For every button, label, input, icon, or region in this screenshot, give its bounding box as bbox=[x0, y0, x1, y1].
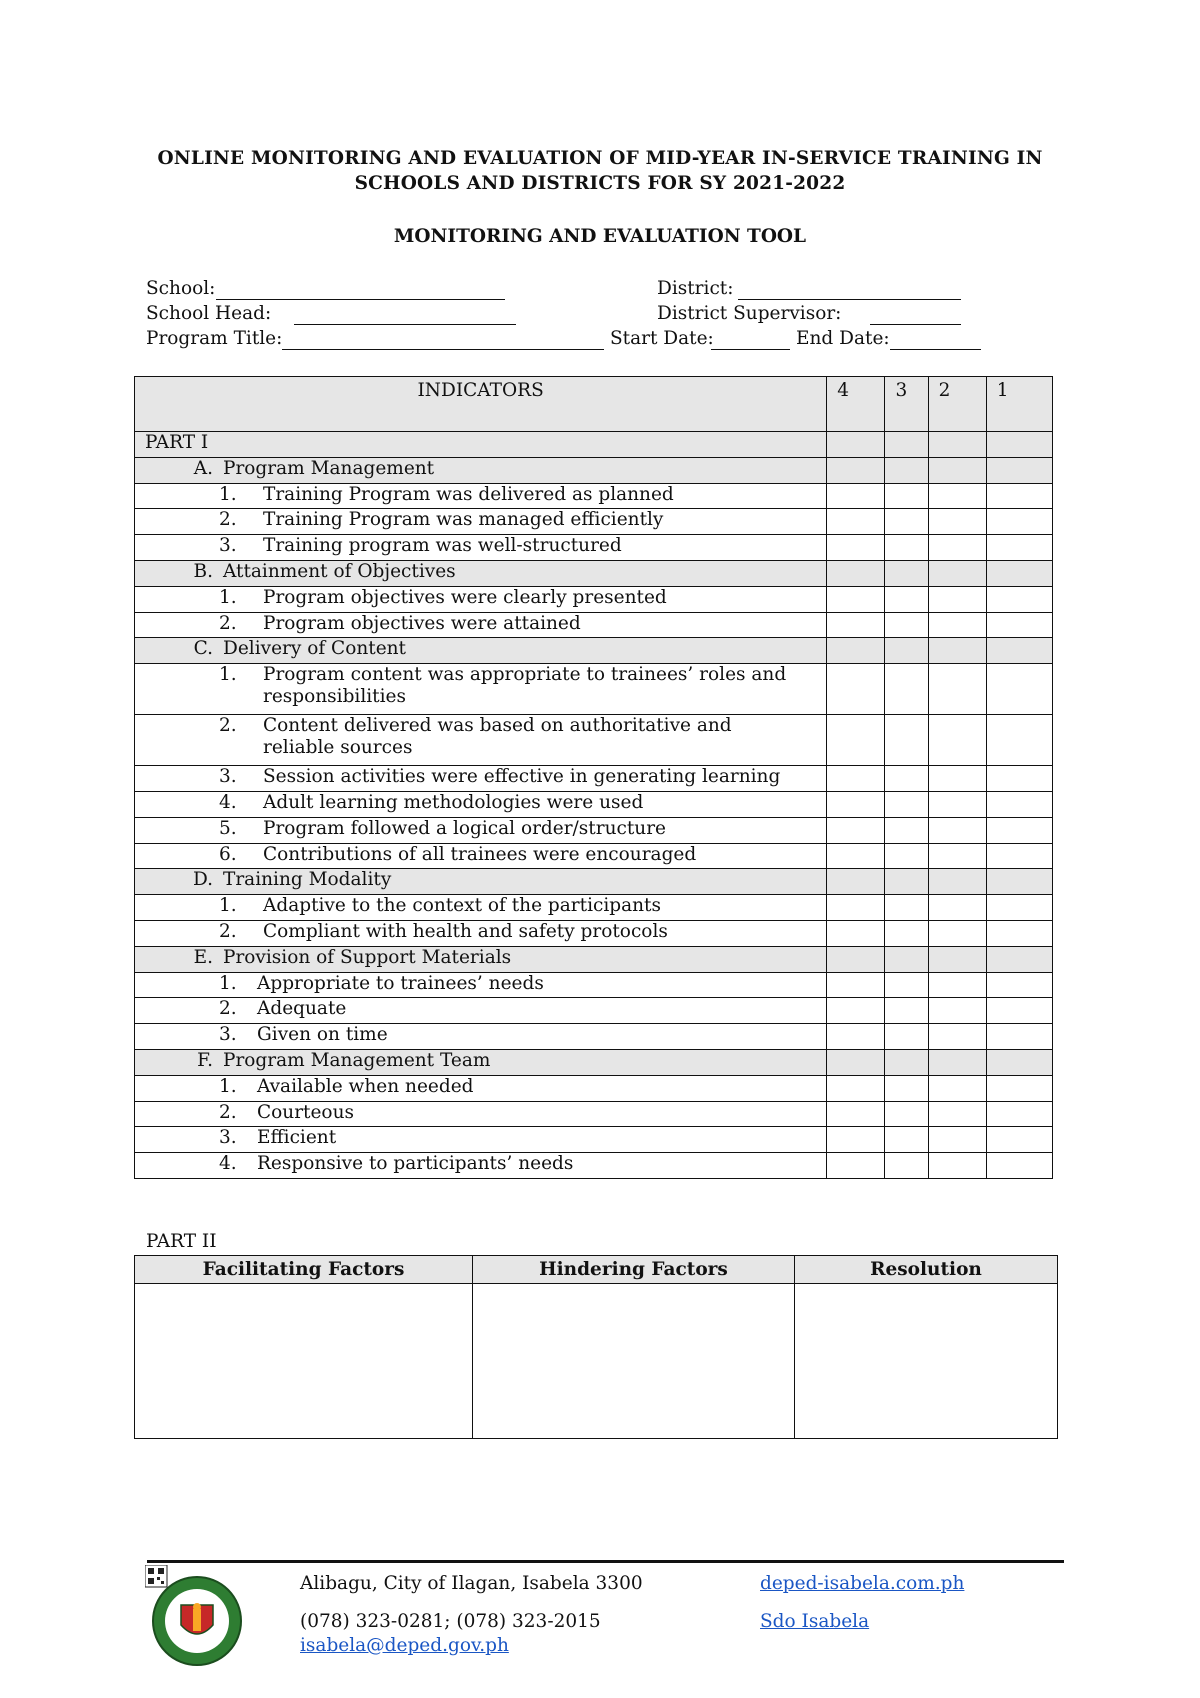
section-letter: D. bbox=[192, 869, 213, 891]
indicator-number: 3. bbox=[219, 766, 237, 788]
rating-cell[interactable] bbox=[986, 638, 1052, 664]
end-date-blank[interactable] bbox=[890, 349, 981, 350]
rating-cell[interactable] bbox=[827, 1049, 885, 1075]
indicator-label: Adult learning methodologies were used bbox=[263, 791, 644, 813]
rating-cell[interactable] bbox=[827, 560, 885, 586]
section-letter: C. bbox=[193, 638, 213, 660]
indicator-text bbox=[135, 972, 827, 998]
rating-cell[interactable] bbox=[885, 998, 928, 1024]
section-row bbox=[135, 946, 1053, 972]
indicators-header: INDICATORS bbox=[135, 377, 827, 432]
rating-cell[interactable] bbox=[885, 612, 928, 638]
rating-cell[interactable] bbox=[986, 791, 1052, 817]
start-date-label: Start Date: bbox=[610, 328, 714, 349]
rating-cell[interactable] bbox=[885, 509, 928, 535]
indicator-label: Adaptive to the context of the participants bbox=[263, 895, 661, 917]
rating-cell[interactable] bbox=[928, 612, 986, 638]
section-label: Program Management Team bbox=[223, 1049, 491, 1071]
school-label: School: bbox=[146, 278, 216, 299]
indicator-label: Given on time bbox=[257, 1024, 388, 1046]
section-label: Program Management bbox=[223, 457, 435, 479]
indicator-number: 1. bbox=[219, 483, 237, 505]
rating-cell[interactable] bbox=[827, 535, 885, 561]
rating-cell[interactable] bbox=[827, 432, 885, 458]
rating-cell[interactable] bbox=[928, 664, 986, 715]
rating-cell[interactable] bbox=[885, 1153, 928, 1179]
indicator-label: Training Program was managed efficiently bbox=[263, 509, 664, 531]
indicator-label: Courteous bbox=[257, 1101, 354, 1123]
rating-cell[interactable] bbox=[928, 560, 986, 586]
rating-cell[interactable] bbox=[885, 432, 928, 458]
indicator-label: Contributions of all trainees were encouraged bbox=[263, 843, 697, 865]
section-title bbox=[135, 869, 827, 895]
indicator-label: Training Program was delivered as planned bbox=[263, 483, 674, 505]
rating-cell[interactable] bbox=[885, 791, 928, 817]
indicator-number: 1. bbox=[219, 972, 237, 994]
hindering-factors-cell[interactable] bbox=[473, 1284, 795, 1439]
rating-cell[interactable] bbox=[827, 509, 885, 535]
indicator-text bbox=[135, 791, 827, 817]
program-title-label: Program Title: bbox=[146, 328, 283, 349]
indicator-label: Training program was well-structured bbox=[263, 535, 622, 557]
rating-cell[interactable] bbox=[928, 509, 986, 535]
rating-header-3: 3 bbox=[885, 377, 928, 432]
rating-cell[interactable] bbox=[885, 1101, 928, 1127]
rating-cell[interactable] bbox=[986, 920, 1052, 946]
footer-email-link[interactable]: isabela@deped.gov.ph bbox=[300, 1635, 509, 1656]
footer-website-link[interactable]: deped-isabela.com.ph bbox=[760, 1573, 965, 1594]
indicator-label: Adequate bbox=[257, 998, 347, 1020]
section-letter: B. bbox=[193, 560, 213, 582]
indicator-text bbox=[135, 920, 827, 946]
indicator-number: 4. bbox=[219, 791, 237, 813]
indicator-number: 2. bbox=[219, 998, 237, 1020]
section-row bbox=[135, 457, 1053, 483]
rating-cell[interactable] bbox=[928, 843, 986, 869]
section-label: Attainment of Objectives bbox=[223, 560, 456, 582]
indicator-row bbox=[135, 664, 1053, 715]
rating-cell[interactable] bbox=[928, 895, 986, 921]
indicator-label: Available when needed bbox=[257, 1075, 474, 1097]
indicator-text bbox=[135, 766, 827, 792]
end-date-label: End Date: bbox=[796, 328, 890, 349]
district-supervisor-label: District Supervisor: bbox=[657, 303, 842, 324]
rating-cell[interactable] bbox=[885, 483, 928, 509]
part-row bbox=[135, 432, 1053, 458]
indicator-number: 1. bbox=[219, 586, 237, 608]
school-head-label: School Head: bbox=[146, 303, 272, 324]
rating-cell[interactable] bbox=[885, 766, 928, 792]
rating-cell[interactable] bbox=[986, 1075, 1052, 1101]
rating-cell[interactable] bbox=[885, 664, 928, 715]
indicator-text bbox=[135, 1153, 827, 1179]
indicator-row bbox=[135, 972, 1053, 998]
rating-cell[interactable] bbox=[827, 895, 885, 921]
deped-logo-icon bbox=[145, 1565, 247, 1667]
rating-cell[interactable] bbox=[986, 843, 1052, 869]
rating-cell[interactable] bbox=[827, 586, 885, 612]
rating-cell[interactable] bbox=[885, 1127, 928, 1153]
rating-cell[interactable] bbox=[928, 1049, 986, 1075]
rating-cell[interactable] bbox=[986, 560, 1052, 586]
indicator-text bbox=[135, 664, 827, 715]
district-blank[interactable] bbox=[738, 299, 961, 300]
district-label: District: bbox=[657, 278, 734, 299]
document-title bbox=[134, 146, 1066, 196]
indicator-row bbox=[135, 1075, 1053, 1101]
section-label: Training Modality bbox=[223, 869, 392, 891]
rating-header-2: 2 bbox=[928, 377, 986, 432]
school-head-blank[interactable] bbox=[294, 324, 516, 325]
indicator-row bbox=[135, 483, 1053, 509]
footer-address: Alibagu, City of Ilagan, Isabela 3300 bbox=[300, 1573, 643, 1594]
section-title bbox=[135, 1049, 827, 1075]
indicator-number: 5. bbox=[219, 817, 237, 839]
rating-cell[interactable] bbox=[885, 715, 928, 766]
rating-cell[interactable] bbox=[928, 1075, 986, 1101]
resolution-cell[interactable] bbox=[795, 1284, 1058, 1439]
rating-cell[interactable] bbox=[827, 483, 885, 509]
indicator-number: 4. bbox=[219, 1153, 237, 1175]
indicator-label: Program followed a logical order/structure bbox=[263, 817, 666, 839]
indicator-label: Program content was appropriate to trainees’ roles and responsibilities bbox=[263, 664, 787, 708]
rating-cell[interactable] bbox=[885, 869, 928, 895]
rating-cell[interactable] bbox=[986, 817, 1052, 843]
rating-cell[interactable] bbox=[885, 817, 928, 843]
indicator-number: 3. bbox=[219, 1024, 237, 1046]
rating-header-1: 1 bbox=[986, 377, 1052, 432]
rating-cell[interactable] bbox=[885, 1024, 928, 1050]
section-row bbox=[135, 869, 1053, 895]
rating-cell[interactable] bbox=[827, 998, 885, 1024]
resolution-header: Resolution bbox=[795, 1256, 1058, 1284]
indicator-text bbox=[135, 509, 827, 535]
rating-cell[interactable] bbox=[885, 638, 928, 664]
rating-cell[interactable] bbox=[986, 715, 1052, 766]
facilitating-factors-cell[interactable] bbox=[135, 1284, 473, 1439]
rating-cell[interactable] bbox=[928, 869, 986, 895]
rating-cell[interactable] bbox=[827, 1101, 885, 1127]
rating-cell[interactable] bbox=[827, 1153, 885, 1179]
rating-cell[interactable] bbox=[986, 1153, 1052, 1179]
rating-cell[interactable] bbox=[928, 1153, 986, 1179]
rating-cell[interactable] bbox=[986, 946, 1052, 972]
rating-cell[interactable] bbox=[928, 791, 986, 817]
indicator-row bbox=[135, 843, 1053, 869]
indicator-number: 3. bbox=[219, 1127, 237, 1149]
rating-cell[interactable] bbox=[928, 1101, 986, 1127]
indicator-row bbox=[135, 998, 1053, 1024]
rating-cell[interactable] bbox=[928, 766, 986, 792]
indicator-number: 2. bbox=[219, 612, 237, 634]
rating-cell[interactable] bbox=[928, 972, 986, 998]
rating-cell[interactable] bbox=[827, 612, 885, 638]
rating-cell[interactable] bbox=[986, 535, 1052, 561]
rating-cell[interactable] bbox=[986, 766, 1052, 792]
indicator-row bbox=[135, 715, 1053, 766]
indicator-label: Session activities were effective in generating learning bbox=[263, 766, 781, 788]
indicator-row bbox=[135, 920, 1053, 946]
section-title bbox=[135, 560, 827, 586]
indicators-header-row bbox=[135, 377, 1053, 432]
rating-cell[interactable] bbox=[928, 946, 986, 972]
indicators-table bbox=[134, 376, 1053, 1179]
rating-cell[interactable] bbox=[827, 715, 885, 766]
rating-cell[interactable] bbox=[885, 946, 928, 972]
indicator-label: Compliant with health and safety protocols bbox=[263, 920, 668, 942]
rating-cell[interactable] bbox=[827, 972, 885, 998]
section-row bbox=[135, 1049, 1053, 1075]
section-title bbox=[135, 457, 827, 483]
indicator-number: 2. bbox=[219, 920, 237, 942]
rating-cell[interactable] bbox=[885, 1049, 928, 1075]
hindering-factors-header: Hindering Factors bbox=[473, 1256, 795, 1284]
rating-cell[interactable] bbox=[827, 843, 885, 869]
section-row bbox=[135, 560, 1053, 586]
rating-cell[interactable] bbox=[827, 664, 885, 715]
indicator-label: Appropriate to trainees’ needs bbox=[257, 972, 544, 994]
rating-cell[interactable] bbox=[986, 483, 1052, 509]
section-label: Provision of Support Materials bbox=[223, 946, 512, 968]
rating-cell[interactable] bbox=[928, 638, 986, 664]
district-supervisor-blank[interactable] bbox=[870, 324, 961, 325]
indicator-number: 1. bbox=[219, 895, 237, 917]
footer-phone: (078) 323-0281; (078) 323-2015 bbox=[300, 1611, 601, 1632]
rating-cell[interactable] bbox=[827, 920, 885, 946]
indicator-label: Program objectives were clearly presented bbox=[263, 586, 667, 608]
rating-cell[interactable] bbox=[827, 1075, 885, 1101]
indicator-row bbox=[135, 895, 1053, 921]
rating-cell[interactable] bbox=[986, 457, 1052, 483]
rating-cell[interactable] bbox=[827, 946, 885, 972]
indicator-text bbox=[135, 1101, 827, 1127]
indicator-number: 2. bbox=[219, 715, 237, 737]
indicator-label: Content delivered was based on authoritative and reliable sources bbox=[263, 715, 732, 759]
rating-cell[interactable] bbox=[986, 1127, 1052, 1153]
title-line-1: ONLINE MONITORING AND EVALUATION OF MID-YEAR IN-SERVICE TRAINING IN bbox=[157, 148, 1043, 169]
rating-cell[interactable] bbox=[928, 998, 986, 1024]
part1-label: PART I bbox=[135, 432, 827, 458]
rating-cell[interactable] bbox=[986, 998, 1052, 1024]
rating-cell[interactable] bbox=[885, 895, 928, 921]
rating-cell[interactable] bbox=[986, 586, 1052, 612]
indicator-number: 1. bbox=[219, 664, 237, 686]
rating-cell[interactable] bbox=[986, 432, 1052, 458]
indicator-number: 2. bbox=[219, 1101, 237, 1123]
rating-cell[interactable] bbox=[885, 535, 928, 561]
rating-cell[interactable] bbox=[986, 1024, 1052, 1050]
part2-label: PART II bbox=[146, 1231, 217, 1252]
rating-cell[interactable] bbox=[885, 586, 928, 612]
rating-cell[interactable] bbox=[928, 817, 986, 843]
indicator-row bbox=[135, 1127, 1053, 1153]
rating-cell[interactable] bbox=[885, 457, 928, 483]
indicator-text bbox=[135, 715, 827, 766]
section-title bbox=[135, 946, 827, 972]
section-letter: E. bbox=[193, 946, 213, 968]
rating-cell[interactable] bbox=[885, 972, 928, 998]
section-label: Delivery of Content bbox=[223, 638, 406, 660]
indicator-label: Program objectives were attained bbox=[263, 612, 581, 634]
indicator-number: 3. bbox=[219, 535, 237, 557]
rating-cell[interactable] bbox=[986, 1101, 1052, 1127]
indicator-text bbox=[135, 1127, 827, 1153]
rating-cell[interactable] bbox=[827, 638, 885, 664]
rating-cell[interactable] bbox=[928, 457, 986, 483]
indicator-row bbox=[135, 1153, 1053, 1179]
rating-cell[interactable] bbox=[928, 920, 986, 946]
indicator-text bbox=[135, 1024, 827, 1050]
rating-cell[interactable] bbox=[827, 791, 885, 817]
indicator-text bbox=[135, 998, 827, 1024]
indicator-text bbox=[135, 843, 827, 869]
rating-cell[interactable] bbox=[928, 1127, 986, 1153]
part2-table bbox=[134, 1255, 1058, 1439]
indicator-text bbox=[135, 817, 827, 843]
rating-cell[interactable] bbox=[928, 715, 986, 766]
indicator-row bbox=[135, 509, 1053, 535]
rating-cell[interactable] bbox=[986, 1049, 1052, 1075]
rating-cell[interactable] bbox=[928, 586, 986, 612]
indicator-row bbox=[135, 535, 1053, 561]
indicator-number: 1. bbox=[219, 1075, 237, 1097]
indicator-text bbox=[135, 535, 827, 561]
rating-cell[interactable] bbox=[986, 972, 1052, 998]
indicator-row bbox=[135, 766, 1053, 792]
indicator-row bbox=[135, 586, 1053, 612]
rating-cell[interactable] bbox=[885, 560, 928, 586]
rating-cell[interactable] bbox=[885, 1075, 928, 1101]
indicator-row bbox=[135, 791, 1053, 817]
rating-cell[interactable] bbox=[827, 766, 885, 792]
indicator-text bbox=[135, 1075, 827, 1101]
section-row bbox=[135, 638, 1053, 664]
title-line-2: SCHOOLS AND DISTRICTS FOR SY 2021-2022 bbox=[354, 173, 846, 194]
indicator-label: Responsive to participants’ needs bbox=[257, 1153, 574, 1175]
rating-header-4: 4 bbox=[827, 377, 885, 432]
rating-cell[interactable] bbox=[827, 457, 885, 483]
rating-cell[interactable] bbox=[827, 817, 885, 843]
indicator-row bbox=[135, 1101, 1053, 1127]
document-subtitle: MONITORING AND EVALUATION TOOL bbox=[393, 226, 807, 247]
indicator-row bbox=[135, 1024, 1053, 1050]
facilitating-factors-header: Facilitating Factors bbox=[135, 1256, 473, 1284]
section-title bbox=[135, 638, 827, 664]
footer-facebook-link[interactable]: Sdo Isabela bbox=[760, 1611, 870, 1632]
rating-cell[interactable] bbox=[986, 509, 1052, 535]
indicator-text bbox=[135, 895, 827, 921]
indicator-number: 2. bbox=[219, 509, 237, 531]
indicator-number: 6. bbox=[219, 843, 237, 865]
rating-cell[interactable] bbox=[827, 1127, 885, 1153]
indicator-row bbox=[135, 612, 1053, 638]
rating-cell[interactable] bbox=[986, 664, 1052, 715]
rating-cell[interactable] bbox=[928, 1024, 986, 1050]
rating-cell[interactable] bbox=[986, 895, 1052, 921]
rating-cell[interactable] bbox=[827, 869, 885, 895]
rating-cell[interactable] bbox=[928, 535, 986, 561]
program-title-blank[interactable] bbox=[282, 349, 604, 350]
rating-cell[interactable] bbox=[986, 869, 1052, 895]
rating-cell[interactable] bbox=[885, 920, 928, 946]
section-letter: A. bbox=[193, 457, 213, 479]
indicator-row bbox=[135, 817, 1053, 843]
indicator-text bbox=[135, 612, 827, 638]
rating-cell[interactable] bbox=[827, 1024, 885, 1050]
indicator-text bbox=[135, 483, 827, 509]
school-blank[interactable] bbox=[216, 299, 505, 300]
rating-cell[interactable] bbox=[986, 612, 1052, 638]
rating-cell[interactable] bbox=[928, 483, 986, 509]
rating-cell[interactable] bbox=[885, 843, 928, 869]
footer-divider bbox=[147, 1560, 1064, 1563]
indicator-label: Efficient bbox=[257, 1127, 337, 1149]
section-letter: F. bbox=[197, 1049, 213, 1071]
start-date-blank[interactable] bbox=[711, 349, 790, 350]
rating-cell[interactable] bbox=[928, 432, 986, 458]
indicator-text bbox=[135, 586, 827, 612]
